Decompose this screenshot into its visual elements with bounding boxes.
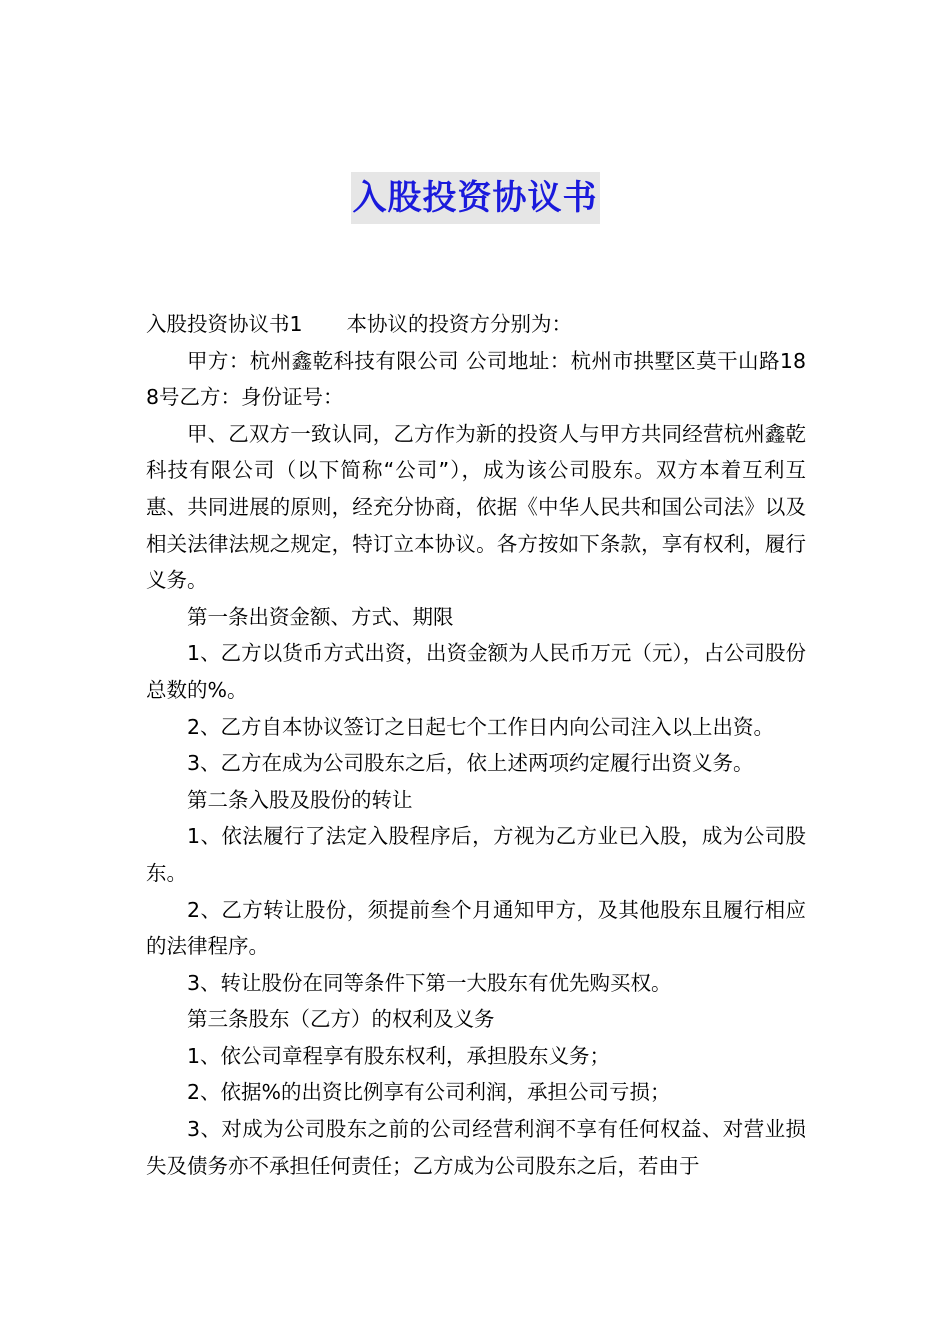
document-title: 入股投资协议书 [351, 172, 600, 224]
document-body [146, 306, 806, 1184]
article-3-item-3: 3、对成为公司股东之前的公司经营利润不享有任何权益、对营业损失及债务亦不承担任何责任；乙方成为公司股东之后，若由于 [146, 1117, 806, 1178]
header-line [146, 306, 806, 343]
article-2-item-1: 1、依法履行了法定入股程序后，方视为乙方业已入股，成为公司股东。 [146, 824, 806, 885]
title-container [0, 172, 950, 224]
article-3-heading: 第三条股东（乙方）的权利及义务 [187, 1007, 495, 1032]
article-1-item-1: 1、乙方以货币方式出资，出资金额为人民币万元（元），占公司股份总数的%。 [146, 641, 806, 702]
article-2-item-3: 3、转让股份在同等条件下第一大股东有优先购买权。 [187, 970, 672, 995]
article-2-item-2: 2、乙方转让股份，须提前叁个月通知甲方，及其他股东且履行相应的法律程序。 [146, 897, 806, 959]
article-3-item-1: 1、依公司章程享有股东权利，承担股东义务； [187, 1043, 611, 1068]
paragraph-agreement-intro: 甲、乙双方一致认同，乙方作为新的投资人与甲方共同经营杭州鑫乾科技有限公司（以下简称“公司”），成为该公司股东。双方本着互利互惠、共同进展的原则，经充分协商，依据《中华人民共和国公司法》以及相关法律法规之规定，特订立本协议。各方按如下条款，享有权利，履行义务。 [146, 421, 806, 593]
paragraph-party-a: 甲方：杭州鑫乾科技有限公司 公司地址：杭州市拱墅区莫干山路188号乙方：身份证号： [146, 348, 806, 410]
article-3-item-2: 2、依据%的出资比例享有公司利润，承担公司亏损； [187, 1080, 671, 1105]
article-1-heading: 第一条出资金额、方式、期限 [187, 604, 454, 629]
header-line-left: 入股投资协议书1 [146, 312, 303, 336]
header-line-right: 本协议的投资方分别为： [346, 312, 573, 336]
article-1-item-2: 2、乙方自本协议签订之日起七个工作日内向公司注入以上出资。 [187, 714, 775, 739]
article-1-item-3: 3、乙方在成为公司股东之后，依上述两项约定履行出资义务。 [187, 751, 754, 776]
article-2-heading: 第二条入股及股份的转让 [187, 787, 413, 812]
